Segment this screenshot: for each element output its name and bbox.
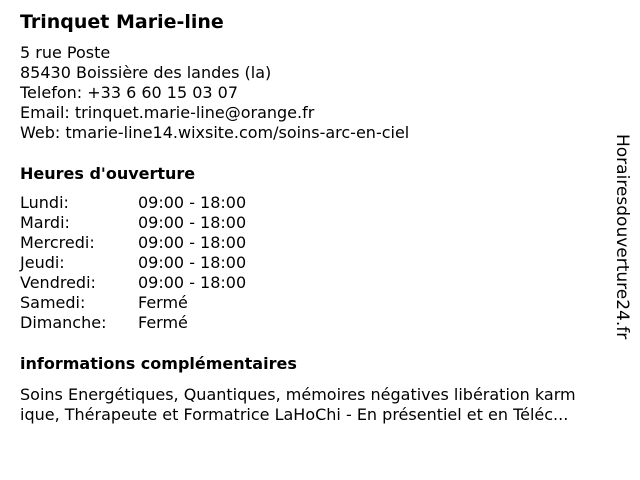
hours-row-samedi [20,293,320,313]
phone-line: Telefon: +33 6 60 15 03 07 [20,83,239,102]
business-name: Trinquet Marie-line [20,11,224,33]
contact-block [20,43,620,143]
web-line: Web: tmarie-line14.wixsite.com/soins-arc-en-ciel [20,123,410,142]
watermark-text: Horairesdouverture24.fr [612,134,632,340]
street-address: 5 rue Poste [20,43,111,62]
day-hours: 09:00 - 18:00 [138,233,247,252]
hours-row-jeudi [20,253,320,273]
day-label: Mercredi: [20,233,95,252]
day-label: Mardi: [20,213,70,232]
day-hours: 09:00 - 18:00 [138,213,247,232]
info-line-2: ique, Thérapeute et Formatrice LaHoChi - En présentiel et en Téléc... [20,405,569,424]
hours-row-lundi [20,193,320,213]
day-hours: Fermé [138,293,188,312]
hours-heading: Heures d'ouverture [20,164,196,183]
day-label: Samedi: [20,293,86,312]
hours-table [20,193,320,333]
day-hours: 09:00 - 18:00 [138,273,247,292]
day-hours: 09:00 - 18:00 [138,193,247,212]
info-text [20,385,620,425]
day-label: Vendredi: [20,273,96,292]
info-heading: informations complémentaires [20,354,297,373]
day-hours: 09:00 - 18:00 [138,253,247,272]
day-hours: Fermé [138,313,188,332]
day-label: Jeudi: [20,253,65,272]
info-line-1: Soins Energétiques, Quantiques, mémoires négatives libération karm [20,385,576,404]
city-address: 85430 Boissière des landes (la) [20,63,272,82]
day-label: Lundi: [20,193,69,212]
hours-row-dimanche [20,313,320,333]
day-label: Dimanche: [20,313,107,332]
email-line: Email: trinquet.marie-line@orange.fr [20,103,315,122]
hours-row-vendredi [20,273,320,293]
hours-row-mercredi [20,233,320,253]
hours-row-mardi [20,213,320,233]
